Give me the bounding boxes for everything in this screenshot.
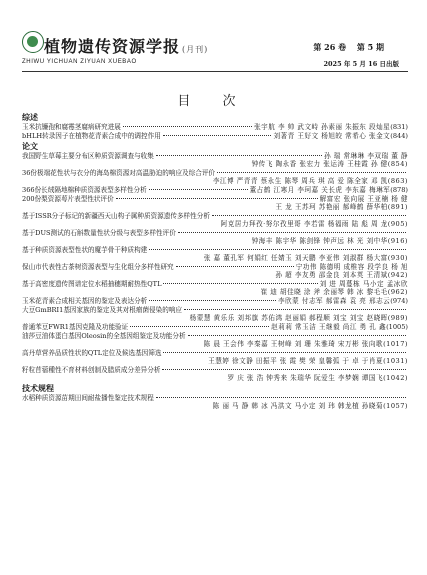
toc-entry[interactable] [22, 186, 408, 194]
article-authors-continued: 钟传飞 陶永香 张宏力 张运涛 王桂霞 孙 健(854) [251, 160, 408, 168]
toc-entry-line [22, 332, 408, 340]
article-authors-continued: 崔 迪 胡佳晓 涂 斧 余丽琴 韩 冰 黎毛毛(962) [260, 288, 408, 296]
dot-leader [178, 232, 406, 233]
article-title: 高丹草营养品质性状的QTL定位及候选基因筛选 [22, 349, 162, 357]
dot-leader [149, 249, 406, 250]
dot-leader [212, 215, 406, 216]
article-title: 籽粒苜蓿種性不育材料创制及腊质成分差异分析 [22, 366, 161, 374]
dot-leader [163, 135, 272, 136]
toc-entry-line [22, 366, 408, 374]
journal-frequency: (月刊) [182, 45, 209, 54]
toc-entry[interactable] [22, 152, 408, 168]
article-title: 200份梨资源萼片表型性状评价 [22, 195, 114, 203]
toc-title: 目 次 [177, 94, 250, 109]
dot-leader [156, 397, 406, 398]
article-title: 基于ISSR分子标记的新疆西天山构子属种质资源遗传多样性分析 [22, 212, 210, 220]
toc-entry-line [22, 132, 408, 140]
section-heading: 综述 [22, 112, 38, 122]
toc-entry[interactable] [22, 229, 408, 245]
toc-entry-line [22, 306, 408, 314]
dot-leader [123, 126, 252, 127]
article-title: 基于高密度遗传图谱定位水稻抽穗期耐热性QTL [22, 280, 162, 288]
dot-leader [162, 369, 406, 370]
toc-entry-line [22, 195, 408, 203]
table-of-contents [22, 112, 408, 411]
article-page: (974) [390, 297, 408, 305]
article-title: 我国野生草莓主要分布区种质资源调查与收集 [22, 152, 154, 160]
article-title: 玉米花青素合成相关基因的鉴定及表达分析 [22, 297, 148, 305]
toc-entry[interactable] [22, 297, 408, 305]
article-title: 油莎豆油体蛋白基因Oleosin的全基因组鉴定及功能分析 [22, 332, 186, 340]
article-authors-continued: 陈 晨 王会伟 李秦嘉 王树峰 刘 珊 朱雅琦 宋万彬 张向歌(1017) [203, 340, 408, 348]
article-authors: 张宇航 李 帅 武文峙 孙素丽 朱振东 段灿星 [254, 123, 391, 131]
article-authors-continued: 陈 丽 马 静 韩 冰 冯洪文 马小定 刘 玮 韩龙植 孙晓菊(1057) [212, 402, 408, 410]
toc-entry[interactable] [22, 394, 408, 410]
article-authors-continued: 钟海丰 陈宇华 陈剑锋 钟声远 林 光 刘中华(916) [251, 237, 408, 245]
dot-leader [156, 155, 322, 156]
toc-entry-line [22, 152, 408, 160]
toc-entry[interactable] [22, 169, 408, 185]
article-authors: 解富宏 张向展 王亚楠 杨 健 [319, 195, 408, 203]
article-page: (878) [390, 186, 408, 194]
toc-entry[interactable] [22, 246, 408, 262]
dot-leader [130, 326, 269, 327]
article-authors-continued: 张 嘉 董孔军 何娟红 任婧玉 刘天鹏 李亚伟 刘淑群 杨大富(930) [203, 254, 408, 262]
article-page: (1005) [386, 323, 408, 331]
publication-date: 2025 年 5 月 16 日出版 [323, 60, 399, 68]
article-authors-continued: 阿克居力拜孜·努尔孜里哥 李若雷 杨福雨 陆 彪 周 龙(905) [220, 220, 408, 228]
article-authors: 刘 进 周蔓栋 马小定 孟冰欣 [319, 280, 408, 288]
article-title: 366份长绒隔地棉种质资源表型多样性分析 [22, 186, 147, 194]
article-authors: 董占鹤 江寒月 李珂嘉 关长虎 李东嘉 梅琳军 [249, 186, 391, 194]
toc-entry-line [22, 349, 408, 357]
toc-entry-line [22, 229, 408, 237]
section-heading: 技术规程 [22, 383, 54, 393]
journal-logo-icon [22, 31, 44, 53]
article-authors-continued: 罗 庆 张 浩 钟秀来 朱瑞华 阮爱生 李梦娴 谭国飞(1042) [227, 374, 408, 382]
toc-entry-line [22, 394, 408, 402]
toc-entry-line [22, 123, 408, 131]
dot-leader [184, 309, 406, 310]
toc-entry-line [22, 169, 408, 177]
dot-leader [188, 335, 406, 336]
toc-entry[interactable] [22, 263, 408, 279]
article-authors-continued: 王 龙 王苏珂 苏艳丽 郝峰鹤 薛华柏(891) [275, 203, 408, 211]
section-heading: 论文 [22, 141, 38, 151]
toc-entry[interactable] [22, 123, 408, 131]
dot-leader [149, 189, 248, 190]
dot-leader [149, 300, 276, 301]
article-title: bHLH转录因子在植物花青素合成中的调控作用 [22, 132, 161, 140]
toc-entry[interactable] [22, 132, 408, 140]
dot-leader [116, 198, 318, 199]
article-authors-continued: 李江博 严青青 蔡永生 陈琴 周兵 琪 高 爱 陈全家 邓 凯(863) [212, 177, 408, 185]
toc-entry[interactable] [22, 366, 408, 382]
toc-entry-line [22, 246, 408, 254]
article-title: 大豆GmBRI1基因家族的鉴定及其对根瘤菌侵染的响应 [22, 306, 183, 314]
dot-leader [163, 352, 406, 353]
article-title: 保山市代表性古茶树资源表型与生化组分多样性研究 [22, 263, 174, 271]
article-authors: 赵莉莉 常玉洁 王继毅 尚江 勇 孔 鑫 [271, 323, 387, 331]
article-title: 基于DUS测试的石斛数量性状分级与表型多样性评价 [22, 229, 176, 237]
article-title: 基于种质资源表型性状的魔芋骨干种质构建 [22, 246, 148, 254]
article-authors-continued: 孙 超 李友勇 邵金良 刘本英 王清斌(942) [275, 271, 408, 279]
toc-entry[interactable] [22, 195, 408, 211]
journal-pinyin: ZHIWU YICHUAN ZIYUAN XUEBAO [22, 59, 137, 65]
article-title: 水稻种质资源苗期田间耐盐播性鉴定技术规程 [22, 394, 154, 402]
dot-leader [176, 266, 294, 267]
toc-entry-line [22, 186, 408, 194]
toc-entry[interactable] [22, 306, 408, 322]
dot-leader [163, 283, 317, 284]
volume-issue: 第 26 卷 第 5 期 [313, 42, 384, 52]
toc-entry[interactable] [22, 212, 408, 228]
article-authors: 宁功伟 陈德明 成椎容 段学良 杨 旭 [295, 263, 408, 271]
toc-entry-line [22, 263, 408, 271]
toc-entry-line [22, 280, 408, 288]
article-page: (831) [390, 123, 408, 131]
toc-entry-line [22, 212, 408, 220]
article-authors: 李欣蒙 付志军 郝雷森 袁 亮 邢志云 [277, 297, 391, 305]
dot-leader [217, 172, 406, 173]
article-authors: 孙 瑞 常琳琳 李双瑞 董 静 [324, 152, 408, 160]
article-title: 普通苯豆FWR1基因克隆及功能验证 [22, 323, 129, 331]
article-page: (844) [390, 132, 408, 140]
article-authors-continued: 杨蒙慧 黄乐乐 刘邦旗 苏佑鸿 赵丽娟 郝程顺 刘宝 刘宝 赵晓晖(989) [189, 314, 408, 322]
toc-entry[interactable] [22, 280, 408, 296]
journal-header [22, 34, 408, 74]
article-authors-continued: 王慧婷 徐文静 田振平 张 霞 樊 荣 皇馨弧 于 卓 于肖夏(1031) [208, 357, 408, 365]
toc-entry[interactable] [22, 323, 408, 331]
journal-title: 植物遗传资源学报 (月刊) [44, 37, 209, 56]
header-divider [22, 71, 408, 72]
article-authors: 刘著青 王好文 杨旭皎 常希心 张金文 [273, 132, 391, 140]
article-title: 玉米抗镰孢和腐霉茎腐病研究进展 [22, 123, 121, 131]
toc-entry[interactable] [22, 332, 408, 348]
toc-entry-line [22, 297, 408, 305]
toc-entry[interactable] [22, 349, 408, 365]
article-title: 36份极端花性状与衣分的海岛棉资源对高温胁迫的响应及综合评价 [22, 169, 216, 177]
toc-entry-line [22, 323, 408, 331]
